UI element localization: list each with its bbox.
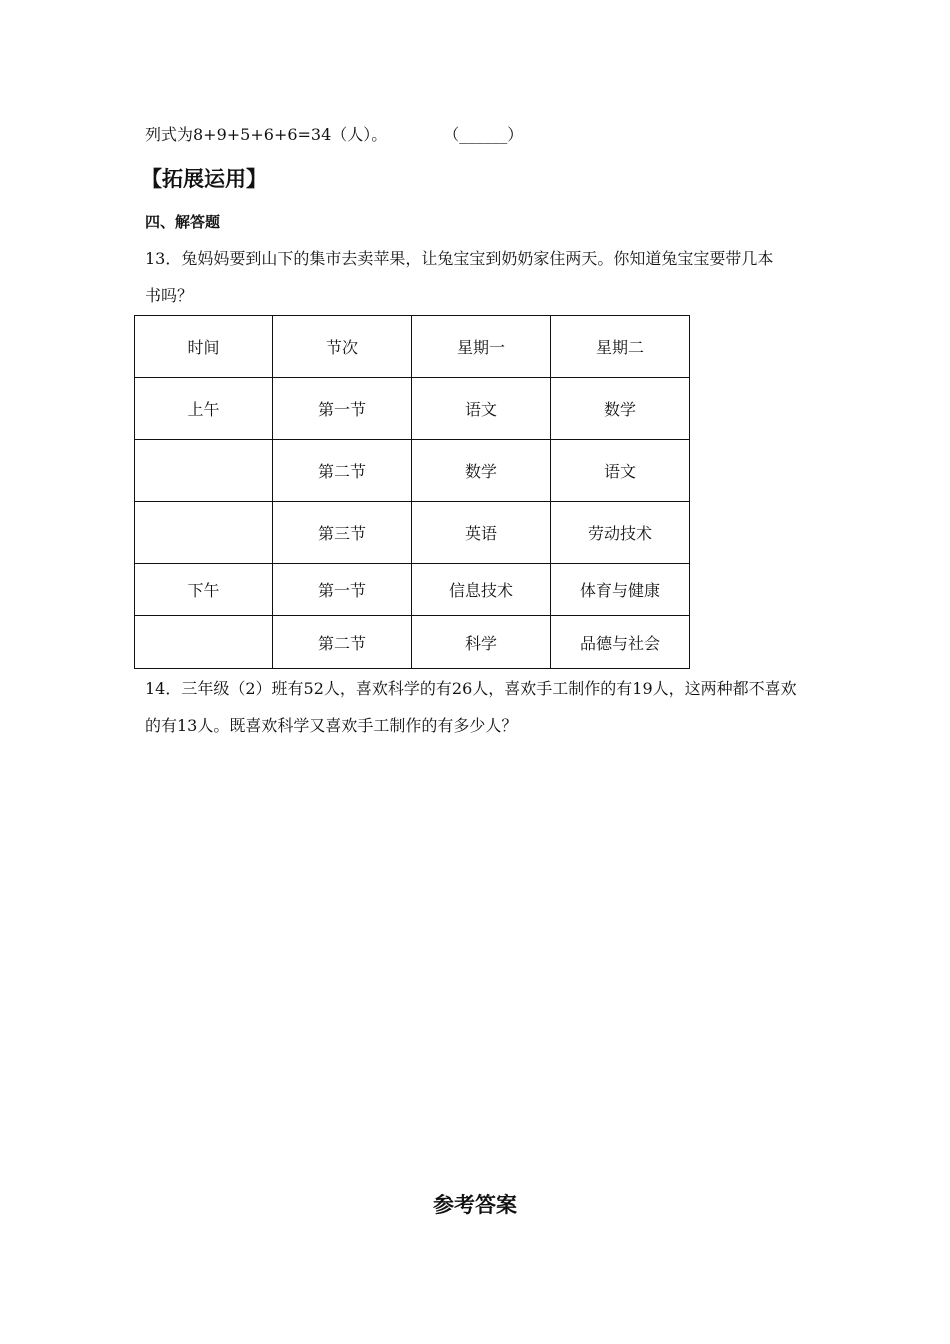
table-cell: 语文 — [412, 378, 551, 440]
table-header-cell: 节次 — [273, 316, 412, 378]
table-header-cell: 星期一 — [412, 316, 551, 378]
table-header-cell: 时间 — [135, 316, 273, 378]
section-title: 【拓展运用】 — [141, 166, 267, 191]
question-13-line-1: 13．兔妈妈要到山下的集市去卖苹果，让兔宝宝到奶奶家住两天。你知道兔宝宝要带几本 — [145, 249, 774, 268]
answer-section-title: 参考答案 — [433, 1192, 517, 1217]
question-13-line-2: 书吗？ — [145, 286, 194, 305]
question-14-line-1: 14．三年级（2）班有52人，喜欢科学的有26人，喜欢手工制作的有19人，这两种都不喜欢 — [145, 679, 797, 698]
question-14-line-2: 的有13人。既喜欢科学又喜欢手工制作的有多少人？ — [145, 716, 518, 735]
table-cell: 数学 — [412, 440, 551, 502]
table-cell — [135, 616, 273, 669]
previous-question-text: 列式为8+9+5+6+6=34（人）。 — [145, 125, 388, 144]
table-cell: 品德与社会 — [551, 616, 690, 669]
table-cell: 第一节 — [273, 378, 412, 440]
table-cell: 语文 — [551, 440, 690, 502]
table-cell: 下午 — [135, 564, 273, 616]
answer-blank: （______） — [443, 125, 524, 144]
table-cell: 信息技术 — [412, 564, 551, 616]
table-cell: 体育与健康 — [551, 564, 690, 616]
table-header-row — [135, 316, 690, 378]
table-row — [135, 378, 690, 440]
table-cell: 英语 — [412, 502, 551, 564]
table-row — [135, 440, 690, 502]
table-row — [135, 564, 690, 616]
table-cell: 数学 — [551, 378, 690, 440]
table-row — [135, 502, 690, 564]
table-cell: 劳动技术 — [551, 502, 690, 564]
table-cell: 上午 — [135, 378, 273, 440]
schedule-table — [134, 315, 690, 669]
table-cell: 第二节 — [273, 616, 412, 669]
table-cell — [135, 502, 273, 564]
table-cell: 第三节 — [273, 502, 412, 564]
table-header-cell: 星期二 — [551, 316, 690, 378]
previous-question-tail — [145, 125, 523, 145]
table-cell: 科学 — [412, 616, 551, 669]
table-cell — [135, 440, 273, 502]
section-subtitle: 四、解答题 — [145, 213, 221, 231]
table-cell: 第二节 — [273, 440, 412, 502]
table-row — [135, 616, 690, 669]
table-cell: 第一节 — [273, 564, 412, 616]
